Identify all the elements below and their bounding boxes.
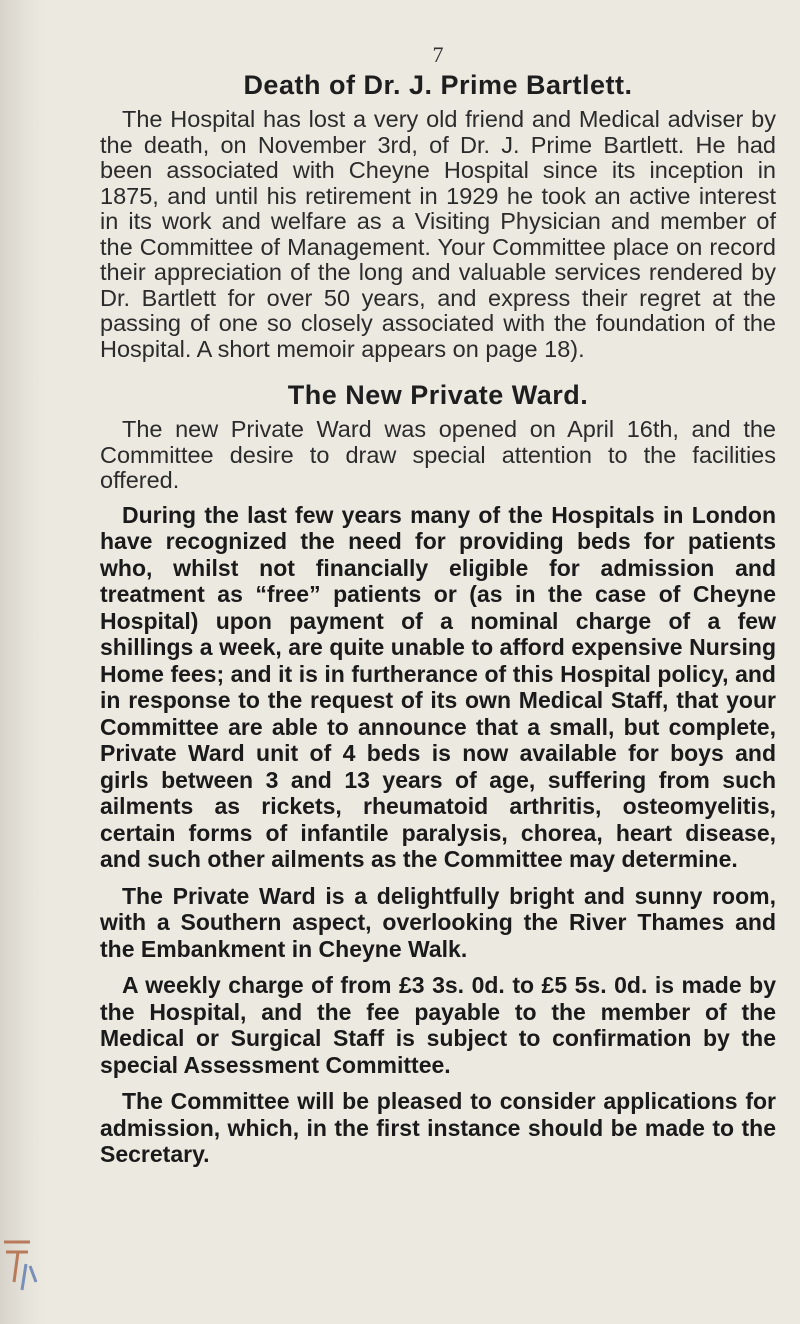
page-number: 7	[432, 42, 444, 67]
margin-mark	[0, 1230, 40, 1300]
ward-section	[100, 380, 776, 1168]
ward-room-paragraph: The Private Ward is a delightfully bright and sunny room, with a Southern aspect, overlooking the River Thames and the Embankment in Cheyne Walk.	[100, 882, 776, 962]
ward-heading: The New Private Ward.	[287, 380, 589, 410]
document-page	[100, 42, 776, 1168]
death-heading: Death of Dr. J. Prime Bartlett.	[243, 70, 633, 100]
ward-applications-paragraph: The Committee will be pleased to consider applications for admission, which, in the first instance should be made to the Secretary.	[100, 1088, 776, 1167]
ward-intro-paragraph: The new Private Ward was opened on April 16th, and the Committee desire to draw special attention to the facilities offered.	[100, 416, 776, 493]
death-paragraph: The Hospital has lost a very old friend and Medical adviser by the death, on November 3rd, of Dr. J. Prime Bartlett. He had been associated with Cheyne Hospital since its inception in 1875, and until his retirement in 1929 he took an active interest in its work and welfare as a Visiting Physician and member of the Committee of Management. Your Committee place on record their appreciation of the long and valuable services rendered by Dr. Bartlett for over 50 years, and express their regret at the passing of one so closely associated with the foundation of the Hospital. A short memoir appears on page 18).	[100, 106, 776, 362]
ward-policy-paragraph: During the last few years many of the Hospitals in London have recognized the need for providing beds for patients who, whilst not financially eligible for admission and treatment as “free” patients or (as in the case of Cheyne Hospital) upon payment of a nominal charge of a few shillings a week, are quite unable to afford expensive Nursing Home fees; and it is in furtherance of this Hospital policy, and in response to the request of its own Medical Staff, that your Committee are able to announce that a small, but complete, Private Ward unit of 4 beds is now available for boys and girls between 3 and 13 years of age, suffering from such ailments as rickets, rheumatoid arthritis, osteomyelitis, certain forms of infantile paralysis, chorea, heart disease, and such other ailments as the Committee may determine.	[100, 501, 776, 872]
binding-gutter	[0, 0, 46, 1324]
death-section	[100, 70, 776, 362]
ward-charge-paragraph: A weekly charge of from £3 3s. 0d. to £5 5s. 0d. is made by the Hospital, and the fee payable to the member of the Medical or Surgical Staff is subject to confirmation by the special Assessment Committee.	[100, 972, 776, 1078]
